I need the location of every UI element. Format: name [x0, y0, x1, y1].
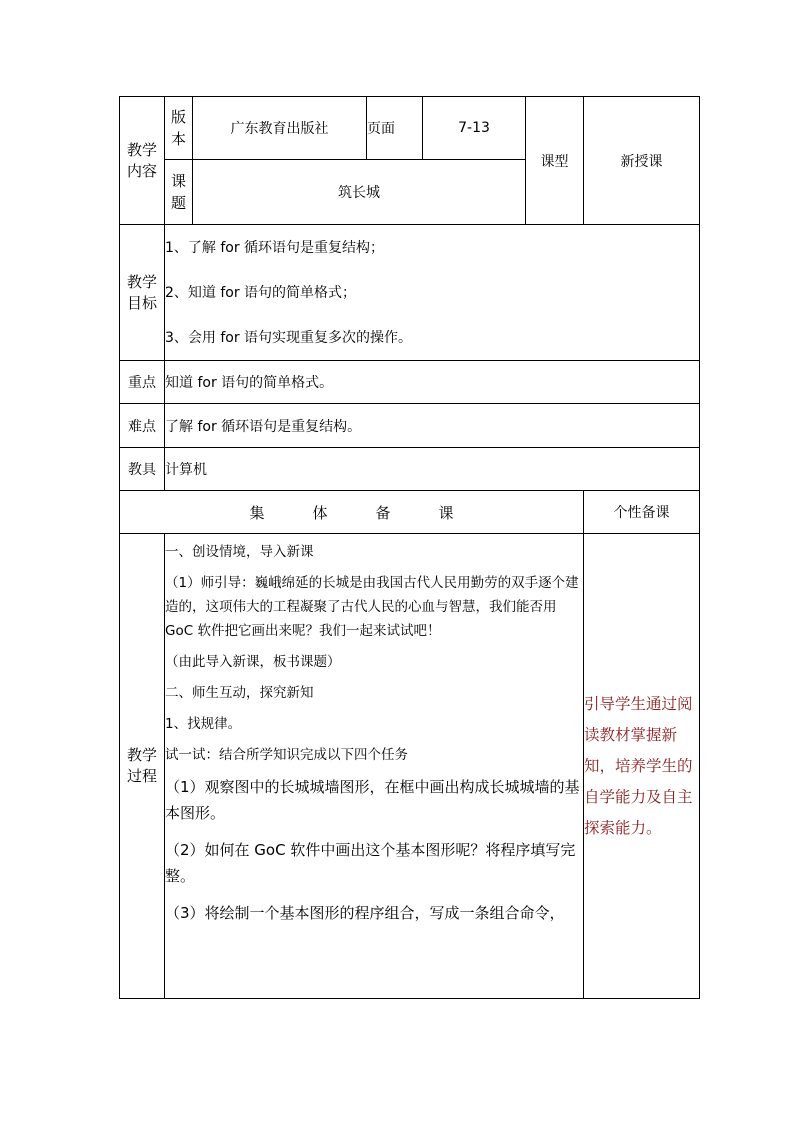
process-paragraph: （2）如何在 GoC 软件中画出这个基本图形呢？将程序填写完整。 [165, 841, 576, 885]
topic-label: 课题 [165, 160, 193, 225]
goal-item: 1、了解 for 循环语句是重复结构； [165, 239, 385, 256]
goals-list [165, 225, 700, 361]
personal-prep-header: 个性备课 [584, 491, 700, 534]
key-point-value: 知道 for 语句的简单格式。 [165, 361, 700, 404]
process-paragraph: （1）师引导：巍峨绵延的长城是由我国古代人民用勤劳的双手逐个建造的，这项伟大的工程凝聚了古代人民的心血与智慧，我们能否用 GoC 软件把它画出来呢？我们一起来试试吧！ [165, 575, 579, 639]
edition-label: 版本 [165, 97, 193, 160]
difficulty-value: 了解 for 循环语句是重复结构。 [165, 404, 700, 448]
process-paragraph: （3）将绘制一个基本图形的程序组合，写成一条组合命令， [165, 904, 565, 922]
goal-item: 3、会用 for 语句实现重复多次的操作。 [165, 329, 413, 346]
header-char: 课 [438, 503, 454, 522]
collective-prep-header [120, 491, 584, 534]
process-content [165, 534, 584, 999]
process-paragraph: 一、创设情境，导入新课 [165, 544, 314, 560]
process-paragraph: 试一试：结合所学知识完成以下四个任务 [165, 747, 408, 763]
tools-value: 计算机 [165, 448, 700, 491]
topic-value: 筑长城 [193, 160, 526, 225]
tools-label: 教具 [120, 448, 165, 491]
lesson-plan-table [119, 96, 700, 999]
key-point-label: 重点 [120, 361, 165, 404]
content-label: 教学内容 [120, 97, 165, 225]
type-value: 新授课 [584, 97, 700, 225]
process-paragraph: （1）观察图中的长城城墙图形，在框中画出构成长城城墙的基本图形。 [165, 778, 580, 822]
process-paragraph: 1、找规律。 [165, 716, 242, 732]
process-row [120, 534, 700, 999]
section-header-row [120, 491, 700, 534]
difficulty-row [120, 404, 700, 448]
header-char: 备 [375, 503, 391, 522]
page-label: 页面 [367, 97, 423, 160]
page-value: 7-13 [423, 97, 526, 160]
header-char: 集 [249, 503, 265, 522]
process-label: 教学过程 [120, 534, 165, 999]
edition-row [120, 97, 700, 160]
process-paragraph: 二、师生互动，探究新知 [165, 685, 314, 701]
difficulty-label: 难点 [120, 404, 165, 448]
tools-row [120, 448, 700, 491]
key-point-row [120, 361, 700, 404]
process-paragraph: （由此导入新课，板书课题） [165, 654, 341, 670]
type-label: 课型 [526, 97, 584, 225]
header-char: 体 [312, 503, 328, 522]
personal-prep-note: 引导学生通过阅读教材掌握新知，培养学生的自学能力及自主探索能力。 [584, 534, 700, 999]
goal-item: 2、知道 for 语句的简单格式； [165, 284, 357, 301]
edition-value: 广东教育出版社 [193, 97, 367, 160]
goals-label: 教学目标 [120, 225, 165, 361]
goals-row [120, 225, 700, 361]
